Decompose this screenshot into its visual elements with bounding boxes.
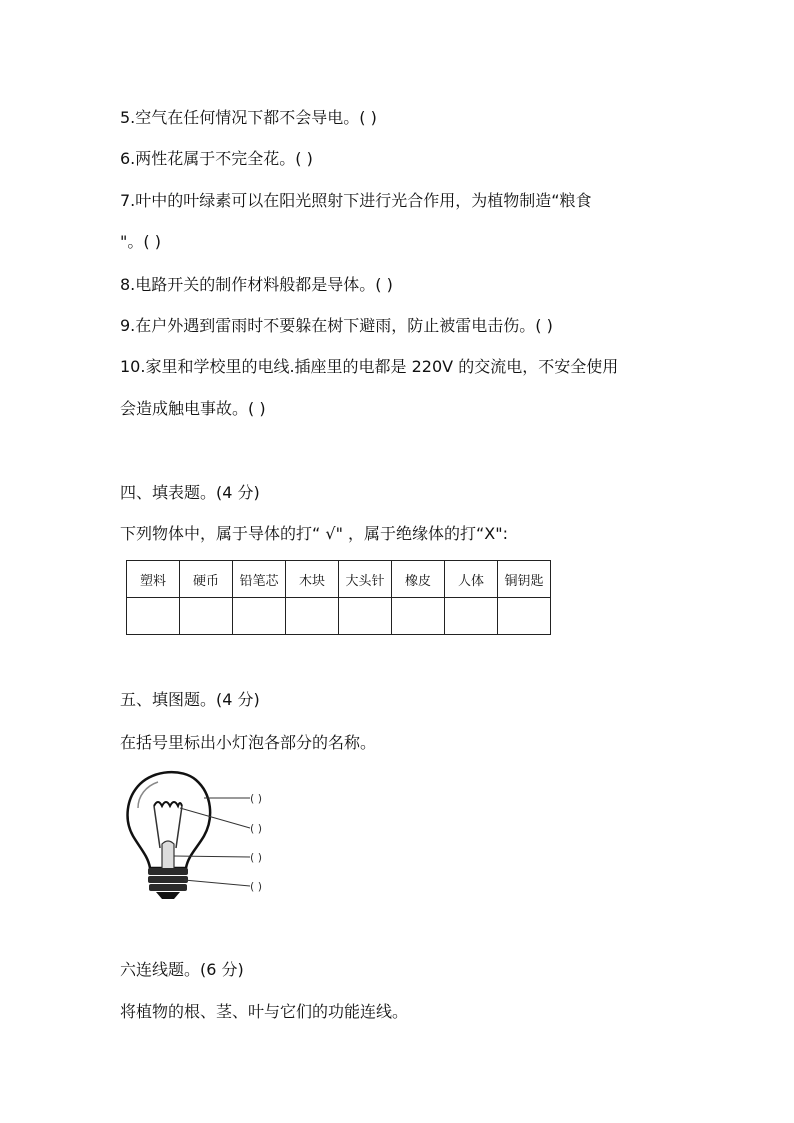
answer-cell[interactable] [445, 598, 498, 635]
section-4-instruction: 下列物体中，属于导体的打“ √" ，属于绝缘体的打“X": [120, 524, 509, 543]
section-6-heading: 六连线题。(6 分) [120, 960, 244, 979]
answer-cell[interactable] [233, 598, 286, 635]
table-cell-item: 木块 [286, 561, 339, 598]
section-5-instruction: 在括号里标出小灯泡各部分的名称。 [120, 733, 377, 752]
question-8: 8.电路开关的制作材料般都是导体。( ) [120, 275, 393, 294]
table-answer-row [127, 598, 551, 635]
question-5: 5.空气在任何情况下都不会导电。( ) [120, 108, 377, 127]
conductor-insulator-table [126, 560, 551, 635]
table-cell-item: 硬币 [180, 561, 233, 598]
table-cell-item: 铅笔芯 [233, 561, 286, 598]
label-blank-1[interactable]: ( ) [250, 792, 263, 805]
table-cell-item: 铜钥匙 [498, 561, 551, 598]
answer-cell[interactable] [127, 598, 180, 635]
question-7-line-2: "。( ) [120, 232, 161, 251]
section-5-heading: 五、填图题。(4 分) [120, 690, 260, 709]
section-6-instruction: 将植物的根、茎、叶与它们的功能连线。 [120, 1002, 409, 1021]
question-6: 6.两性花属于不完全花。( ) [120, 149, 313, 168]
answer-cell[interactable] [498, 598, 551, 635]
bulb-stem-icon [162, 841, 174, 868]
label-blank-3[interactable]: ( ) [250, 851, 263, 864]
table-header-row [127, 561, 551, 598]
label-blank-2[interactable]: ( ) [250, 822, 263, 835]
table-cell-item: 人体 [445, 561, 498, 598]
question-10-line-1: 10.家里和学校里的电线.插座里的电都是 220V 的交流电，不安全使用 [120, 357, 619, 376]
answer-cell[interactable] [180, 598, 233, 635]
question-7-line-1: 7.叶中的叶绿素可以在阳光照射下进行光合作用，为植物制造“粮食 [120, 191, 592, 210]
section-4-heading: 四、填表题。(4 分) [120, 483, 260, 502]
label-blank-4[interactable]: ( ) [250, 880, 263, 893]
contact-tip-icon [156, 892, 180, 899]
answer-cell[interactable] [392, 598, 445, 635]
answer-cell[interactable] [286, 598, 339, 635]
table-cell-item: 大头针 [339, 561, 392, 598]
question-9: 9.在户外遇到雷雨时不要躲在树下避雨，防止被雷电击伤。( ) [120, 316, 553, 335]
table-cell-item: 塑料 [127, 561, 180, 598]
answer-cell[interactable] [339, 598, 392, 635]
table-cell-item: 橡皮 [392, 561, 445, 598]
question-10-line-2: 会造成触电事故。( ) [120, 399, 266, 418]
light-bulb-diagram [118, 768, 318, 903]
screw-base-icon [148, 868, 188, 875]
